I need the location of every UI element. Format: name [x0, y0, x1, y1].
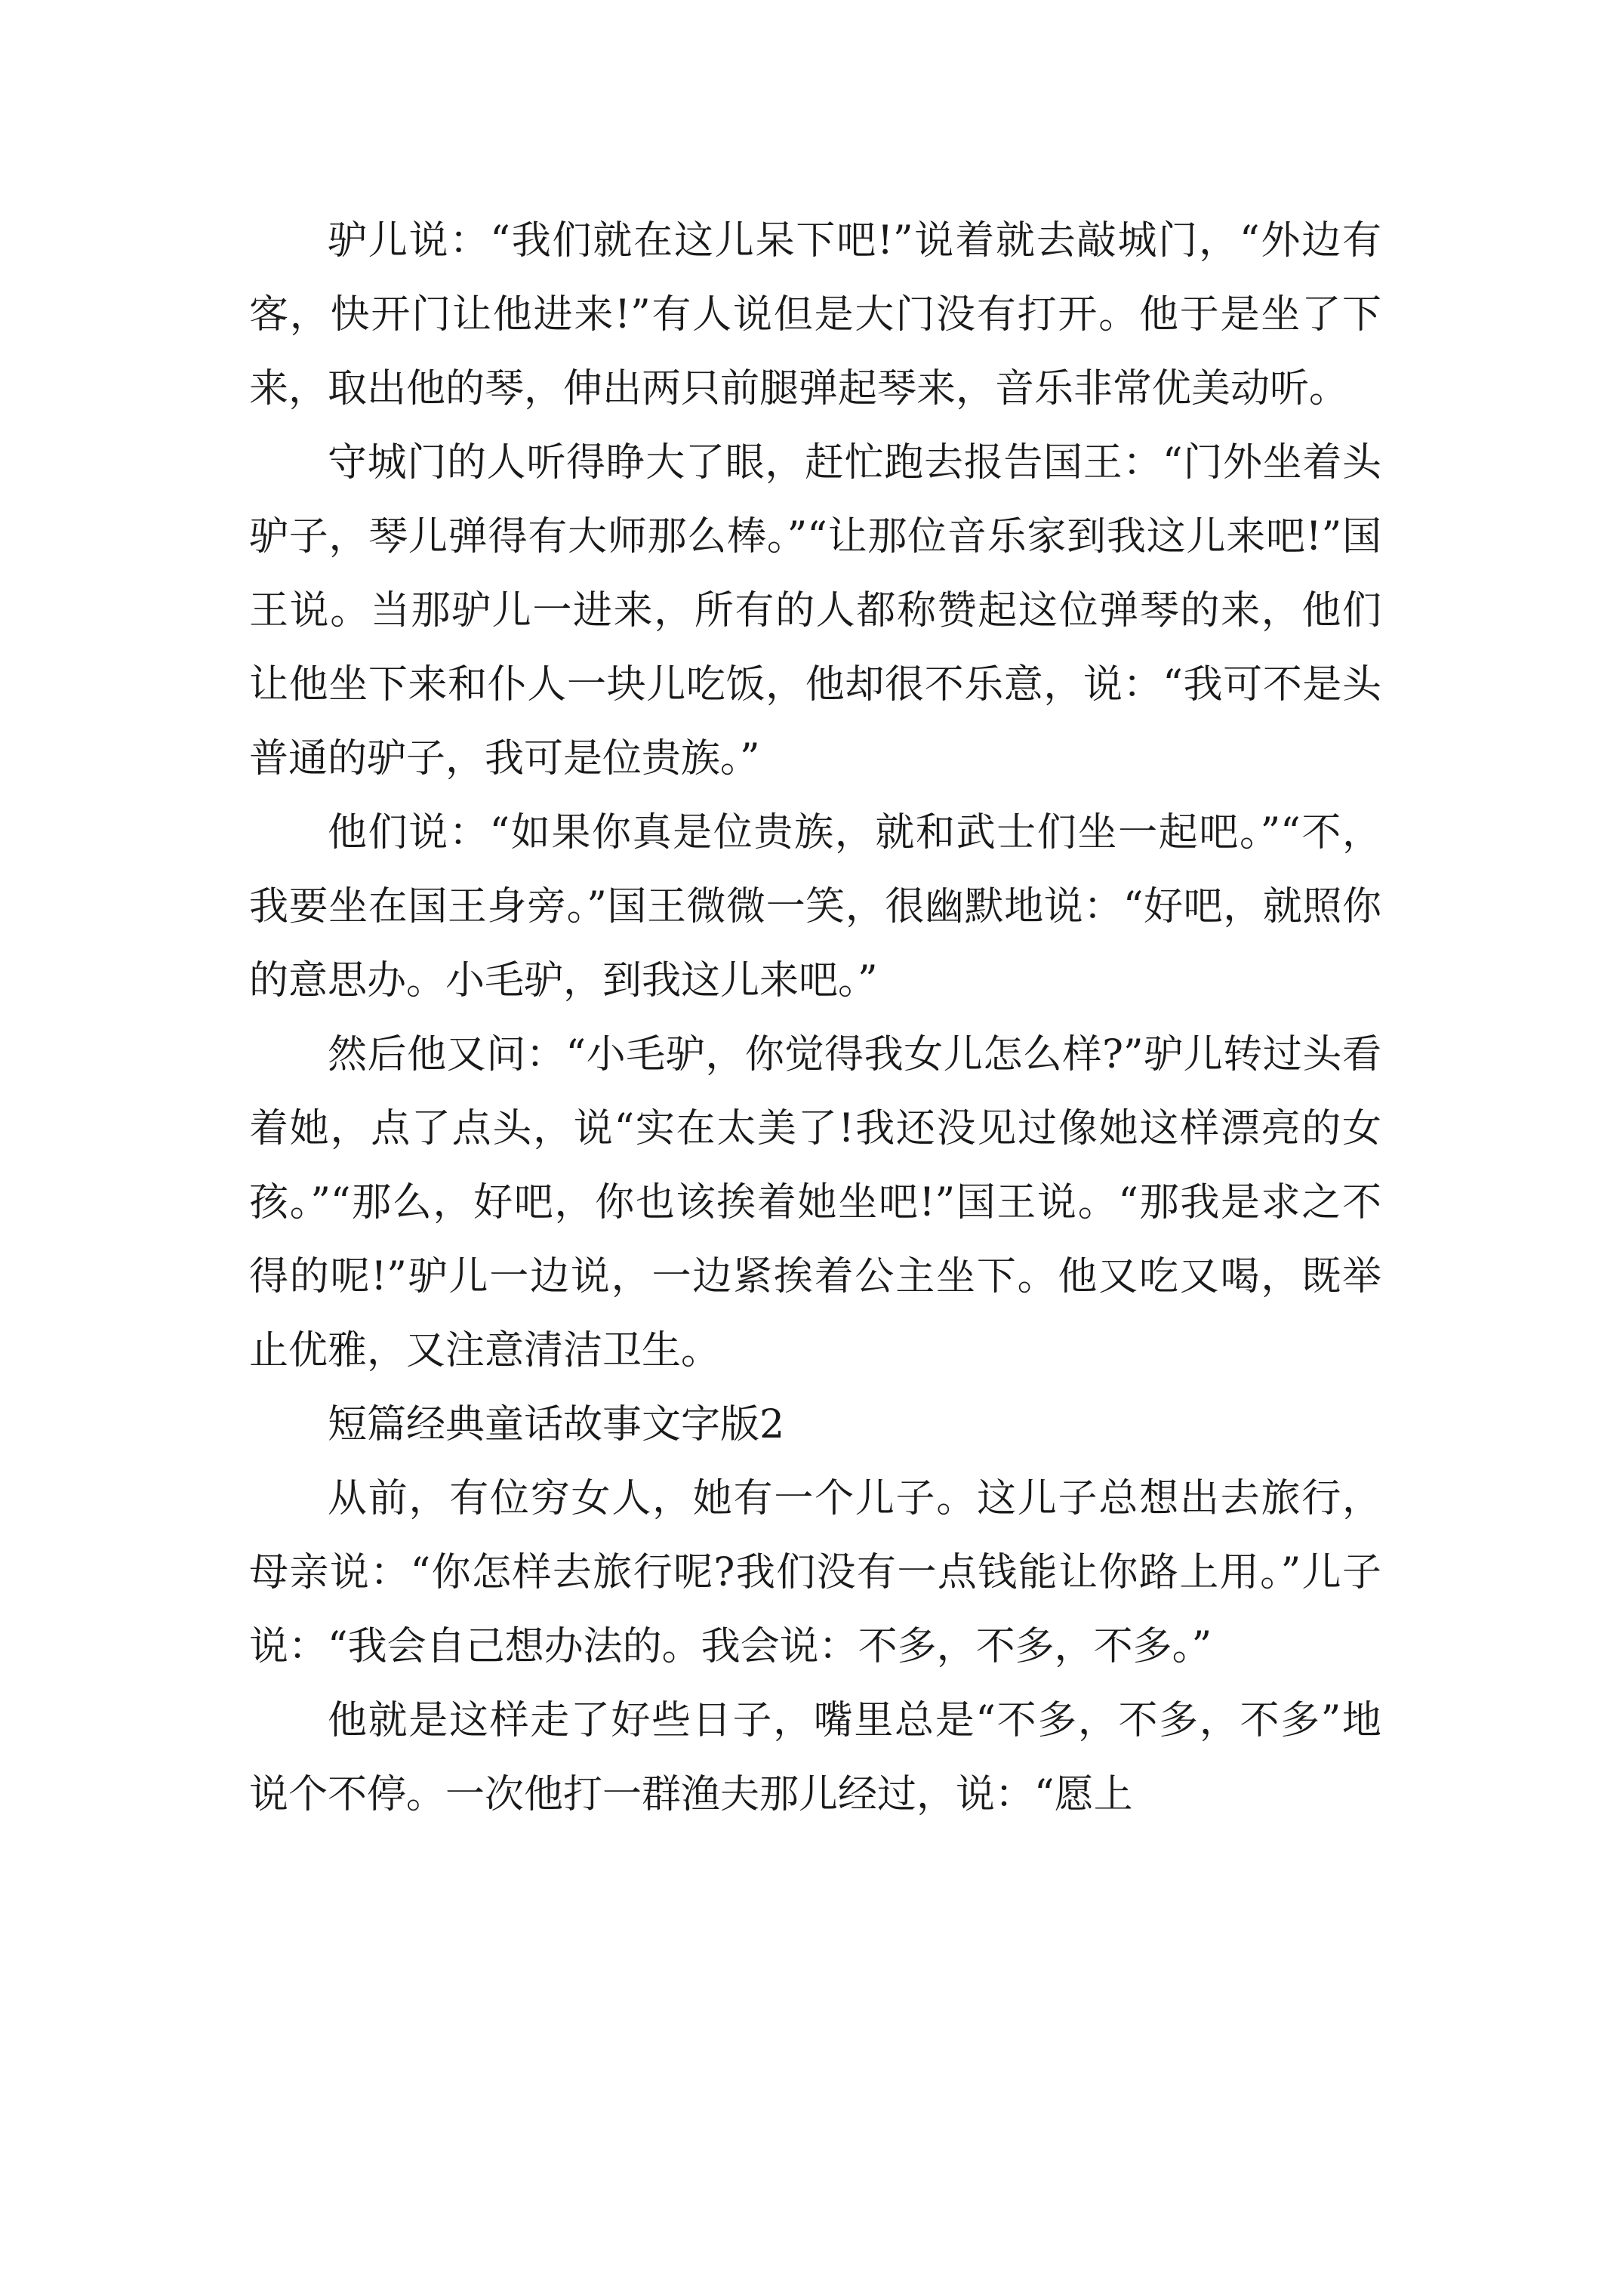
section-heading: 短篇经典童话故事文字版2: [328, 1402, 785, 1447]
paragraph-2: 守城门的人听得睁大了眼，赶忙跑去报告国王：“门外坐着头驴子，琴儿弹得有大师那么棒。”“让那位音乐家到我这儿来吧!”国王说。当那驴儿一进来，所有的人都称赞起这位弹琴的来，他们让他坐下来和仆人一块儿吃饭，他却很不乐意，说：“我可不是头普通的驴子，我可是位贵族。”: [249, 440, 1381, 781]
paragraph-3: 他们说：“如果你真是位贵族，就和武士们坐一起吧。”“不，我要坐在国王身旁。”国王微微一笑，很幽默地说：“好吧，就照你的意思办。小毛驴，到我这儿来吧。”: [249, 810, 1381, 1003]
paragraph-5: 从前，有位穷女人，她有一个儿子。这儿子总想出去旅行，母亲说：“你怎样去旅行呢?我们没有一点钱能让你路上用。”儿子说：“我会自己想办法的。我会说：不多，不多，不多。”: [249, 1476, 1381, 1669]
paragraph-6: 他就是这样走了好些日子，嘴里总是“不多，不多，不多”地说个不停。一次他打一群渔夫那儿经过，说：“愿上: [249, 1698, 1381, 1817]
document-body: [249, 204, 1381, 1832]
paragraph-4: 然后他又问：“小毛驴，你觉得我女儿怎么样?”驴儿转过头看着她，点了点头，说“实在太美了!我还没见过像她这样漂亮的女孩。”“那么，好吧，你也该挨着她坐吧!”国王说。“那我是求之不得的呢!”驴儿一边说，一边紧挨着公主坐下。他又吃又喝，既举止优雅，又注意清洁卫生。: [249, 1032, 1381, 1373]
paragraph-1: 驴儿说：“我们就在这儿呆下吧!”说着就去敲城门，“外边有客，快开门让他进来!”有人说但是大门没有打开。他于是坐了下来，取出他的琴，伸出两只前腿弹起琴来，音乐非常优美动听。: [249, 218, 1381, 411]
